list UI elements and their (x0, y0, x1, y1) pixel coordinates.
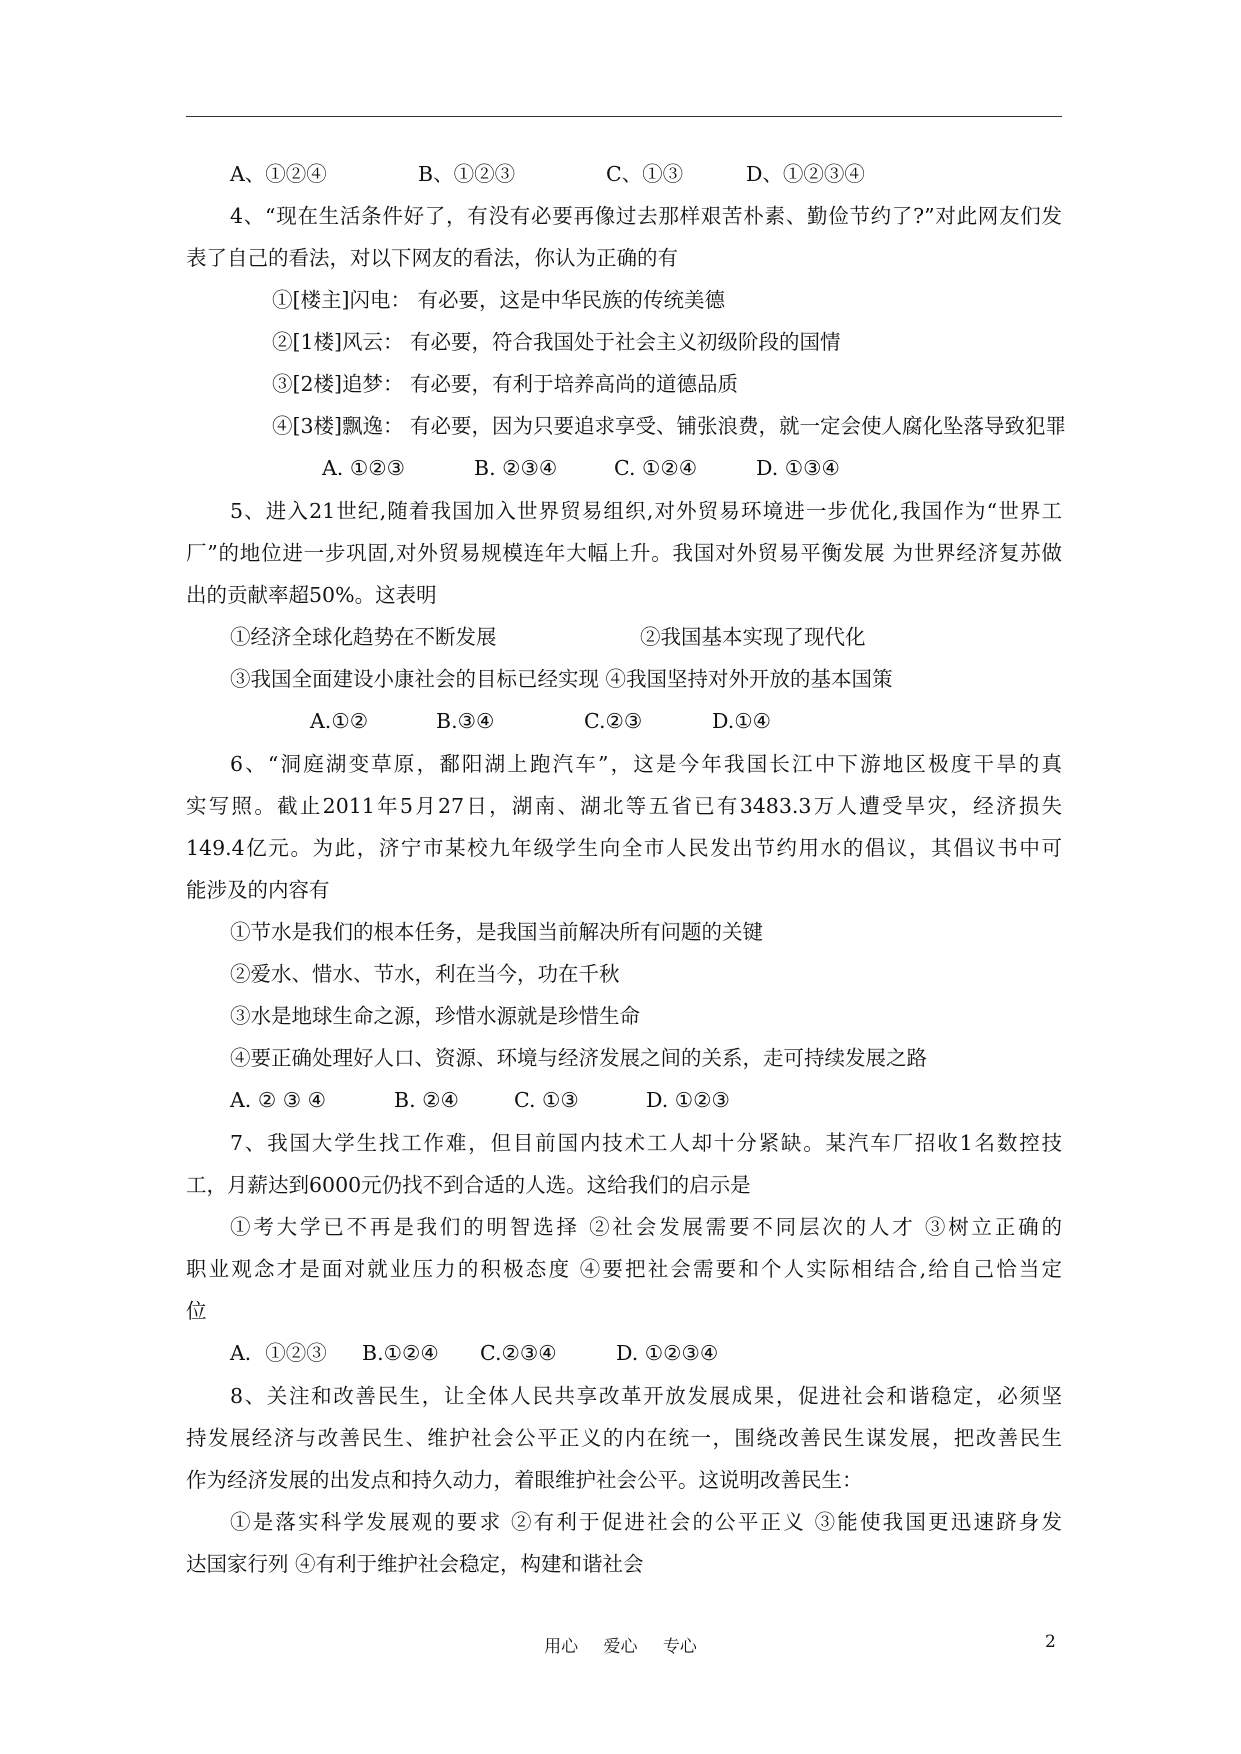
q7-stem-line4: 职业观念才是面对就业压力的积极态度 ④要把社会需要和个人实际相结合,给自己恰当定 (186, 1257, 1062, 1281)
q6-stem-line2: 实写照。截止2011年5月27日，湖南、湖北等五省已有3483.3万人遭受旱灾，经济损失 (186, 794, 1062, 818)
q6-option-d: D. ①②③ (646, 1088, 730, 1112)
q3-option-a: A、①②④ (230, 162, 327, 186)
q4-stem-line2: 表了自己的看法，对以下网友的看法，你认为正确的有 (186, 246, 678, 270)
q4-option-d: D. ①③④ (756, 456, 840, 480)
q7-stem-line3: ①考大学已不再是我们的明智选择 ②社会发展需要不同层次的人才 ③树立正确的 (230, 1215, 1062, 1239)
q6-item-4: ④要正确处理好人口、资源、环境与经济发展之间的关系，走可持续发展之路 (230, 1046, 927, 1070)
q6-option-b: B. ②④ (394, 1088, 459, 1112)
q7-stem-line2: 工，月薪达到6000元仍找不到合适的人选。这给我们的启示是 (186, 1173, 751, 1197)
q5-stem-line1: 5、进入21世纪,随着我国加入世界贸易组织,对外贸易环境进一步优化,我国作为“世界工 (230, 499, 1062, 523)
q5-item-2: ②我国基本实现了现代化 (640, 625, 866, 649)
q4-options (322, 454, 840, 482)
q5-option-a: A.①② (310, 709, 369, 733)
q3-option-d: D、①②③④ (746, 162, 865, 186)
header-rule (186, 116, 1062, 117)
q5-stem-line2: 厂”的地位进一步巩固,对外贸易规模连年大幅上升。我国对外贸易平衡发展 为世界经济复苏做 (186, 541, 1062, 565)
q4-option-a: A. ①②③ (322, 456, 405, 480)
q4-item-1: ①[楼主]闪电： 有必要，这是中华民族的传统美德 (272, 288, 726, 312)
q8-stem-line2: 持发展经济与改善民生、维护社会公平正义的内在统一，围绕改善民生谋发展，把改善民生 (186, 1426, 1062, 1450)
q7-option-b: B.①②④ (362, 1341, 439, 1365)
q4-item-4: ④[3楼]飘逸： 有必要，因为只要追求享受、铺张浪费，就一定会使人腐化坠落导致犯罪 (272, 414, 1067, 438)
q5-item-3-4: ③我国全面建设小康社会的目标已经实现 ④我国坚持对外开放的基本国策 (230, 667, 893, 691)
q6-options (230, 1086, 730, 1114)
q6-item-3: ③水是地球生命之源，珍惜水源就是珍惜生命 (230, 1004, 640, 1028)
q7-stem-line1: 7、我国大学生找工作难，但目前国内技术工人却十分紧缺。某汽车厂招收1名数控技 (230, 1131, 1062, 1155)
q7-option-c: C.②③④ (480, 1341, 557, 1365)
q6-item-2: ②爱水、惜水、节水，利在当今，功在千秋 (230, 962, 620, 986)
q6-option-a: A. ② ③ ④ (230, 1088, 327, 1112)
q4-item-3: ③[2楼]追梦： 有必要，有利于培养高尚的道德品质 (272, 372, 739, 396)
q4-item-2: ②[1楼]风云： 有必要，符合我国处于社会主义初级阶段的国情 (272, 330, 841, 354)
q5-option-c: C.②③ (584, 709, 643, 733)
q6-stem-line3: 149.4亿元。为此，济宁市某校九年级学生向全市人民发出节约用水的倡议，其倡议书中可 (186, 836, 1062, 860)
q6-item-1: ①节水是我们的根本任务，是我国当前解决所有问题的关键 (230, 920, 763, 944)
q5-option-d: D.①④ (712, 709, 771, 733)
q6-option-c: C. ①③ (514, 1088, 579, 1112)
q7-stem-line5: 位 (186, 1299, 207, 1323)
q7-option-d: D. ①②③④ (616, 1341, 719, 1365)
q5-option-b: B.③④ (436, 709, 495, 733)
q8-stem-line5: 达国家行列 ④有利于维护社会稳定，构建和谐社会 (186, 1552, 644, 1576)
q7-options (230, 1339, 718, 1367)
footer-word-2: 爱心 (603, 1637, 638, 1657)
q4-stem-line1: 4、“现在生活条件好了，有没有必要再像过去那样艰苦朴素、勤俭节约了?”对此网友们发 (230, 204, 1062, 228)
q8-stem-line1: 8、关注和改善民生，让全体人民共享改革开放发展成果，促进社会和谐稳定，必须坚 (230, 1384, 1062, 1408)
q6-stem-line4: 能涉及的内容有 (186, 878, 330, 902)
page-number: 2 (1045, 1632, 1056, 1652)
footer-word-3: 专心 (662, 1637, 697, 1657)
q8-stem-line4: ①是落实科学发展观的要求 ②有利于促进社会的公平正义 ③能使我国更迅速跻身发 (230, 1510, 1062, 1534)
q3-options (230, 160, 865, 188)
q3-option-b: B、①②③ (418, 162, 516, 186)
q8-stem-line3: 作为经济发展的出发点和持久动力，着眼维护社会公平。这说明改善民生： (186, 1468, 863, 1492)
q7-option-a: A．①②③ (230, 1341, 327, 1365)
q4-option-c: C. ①②④ (614, 456, 698, 480)
q5-options (310, 707, 771, 735)
q6-stem-line1: 6、“洞庭湖变草原，鄱阳湖上跑汽车”，这是今年我国长江中下游地区极度干旱的真 (230, 752, 1062, 776)
q3-option-c: C、①③ (606, 162, 684, 186)
q5-stem-line3: 出的贡献率超50%。这表明 (186, 583, 437, 607)
q5-item-1: ①经济全球化趋势在不断发展 (230, 625, 497, 649)
q4-option-b: B. ②③④ (474, 456, 558, 480)
footer-word-1: 用心 (544, 1637, 579, 1657)
